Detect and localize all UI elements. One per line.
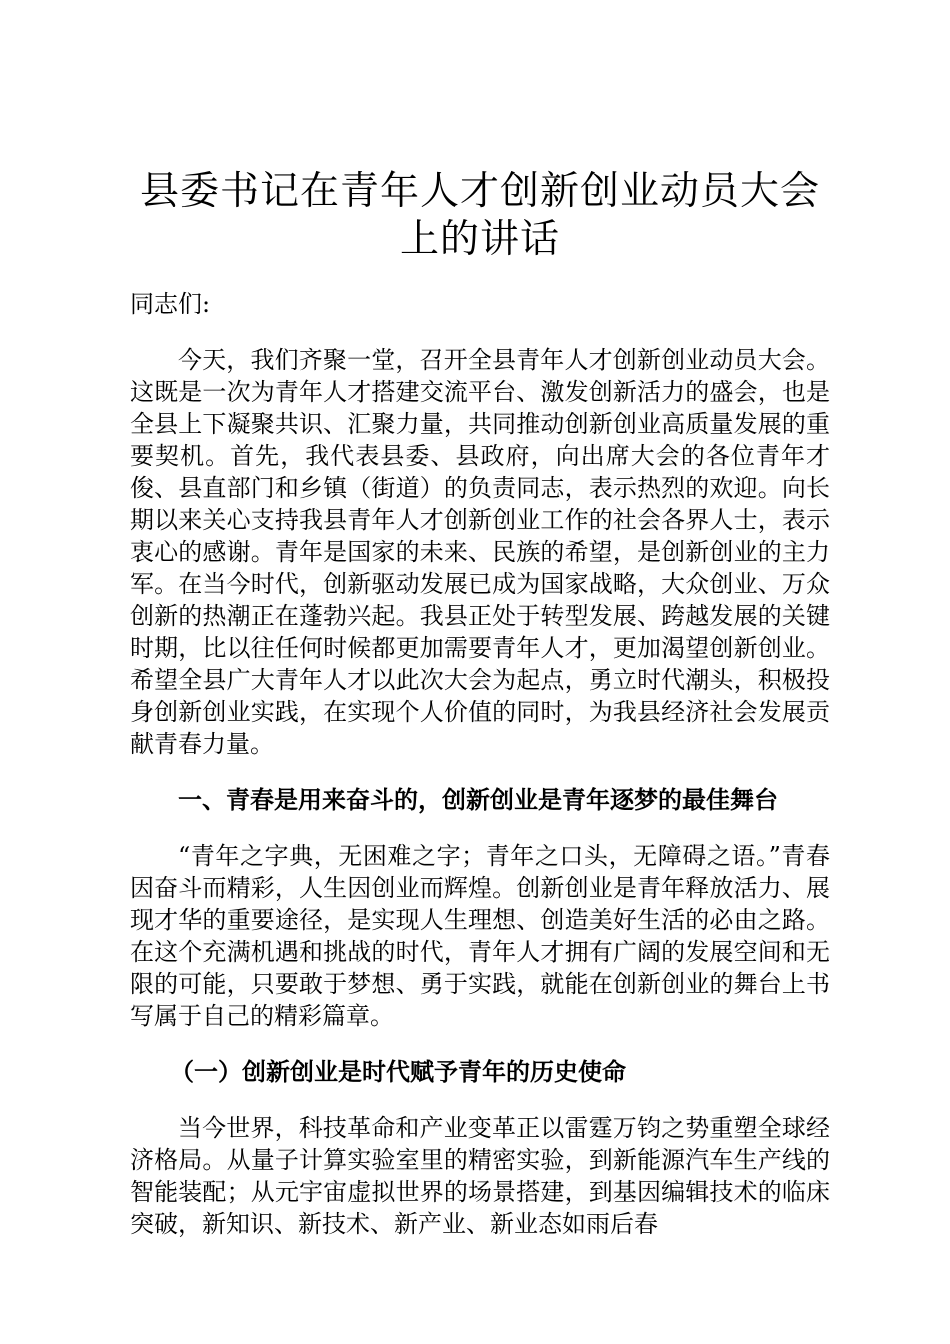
section-heading-1: 一、青春是用来奋斗的，创新创业是青年逐梦的最佳舞台 [178,786,778,814]
salutation: 同志们: [130,290,211,318]
document-page [130,168,830,1240]
paragraph-section-1: “青年之字典，无困难之字；青年之口头，无障碍之语。”青春因奋斗而精彩，人生因创业而辉煌。创新创业是青年释放活力、展现才华的重要途径，是实现人生理想、创造美好生活的必由之路。在这个充满机遇和挑战的时代，青年人才拥有广阔的发展空间和无限的可能，只要敢于梦想、勇于实践，就能在创新创业的舞台上书写属于自己的精彩篇章。 [130,842,830,1030]
subsection-heading-1: （一）创新创业是时代赋予青年的历史使命 [170,1058,626,1086]
paragraph-subsection-1: 当今世界，科技革命和产业变革正以雷霆万钧之势重塑全球经济格局。从量子计算实验室里的精密实验，到新能源汽车生产线的智能装配；从元宇宙虚拟世界的场景搭建，到基因编辑技术的临床突破，新知识、新技术、新产业、新业态如雨后春 [130,1114,830,1238]
paragraph-intro: 今天，我们齐聚一堂，召开全县青年人才创新创业动员大会。这既是一次为青年人才搭建交流平台、激发创新活力的盛会，也是全县上下凝聚共识、汇聚力量，共同推动创新创业高质量发展的重要契机。首先，我代表县委、县政府，向出席大会的各位青年才俊、县直部门和乡镇（街道）的负责同志，表示热烈的欢迎。向长期以来关心支持我县青年人才创新创业工作的社会各界人士，表示衷心的感谢。青年是国家的未来、民族的希望，是创新创业的主力军。在当今时代，创新驱动发展已成为国家战略，大众创业、万众创新的热潮正在蓬勃兴起。我县正处于转型发展、跨越发展的关键时期，比以往任何时候都更加需要青年人才，更加渴望创新创业。希望全县广大青年人才以此次大会为起点，勇立时代潮头，积极投身创新创业实践，在实现个人价值的同时，为我县经济社会发展贡献青春力量。 [130,346,830,758]
document-title: 县委书记在青年人才创新创业动员大会上的讲话 [139,169,820,262]
